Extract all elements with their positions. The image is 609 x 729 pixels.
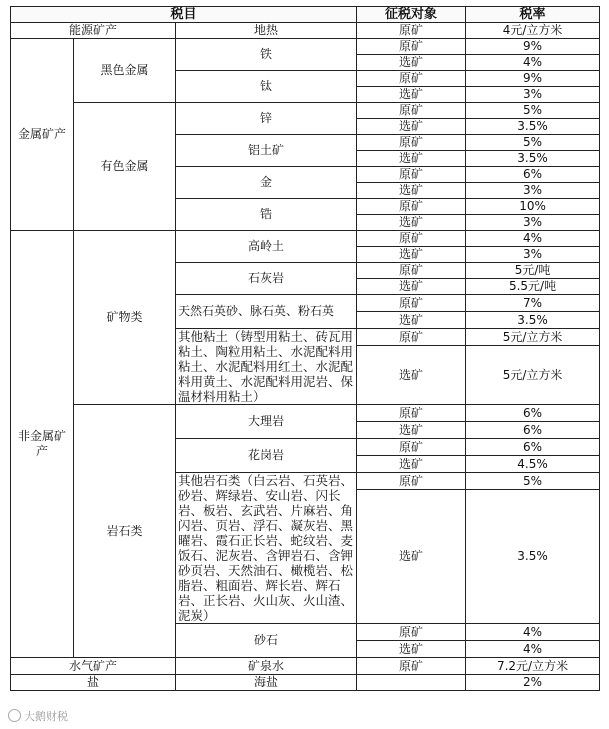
tax-object: 选矿 bbox=[357, 279, 466, 295]
tax-rate: 5.5元/吨 bbox=[466, 279, 600, 295]
tax-object: 选矿 bbox=[357, 215, 466, 231]
table-row bbox=[11, 675, 600, 691]
tax-rate: 3% bbox=[466, 247, 600, 263]
tax-object: 原矿 bbox=[357, 658, 466, 675]
tax-object: 选矿 bbox=[357, 151, 466, 167]
tax-rate: 3.5% bbox=[466, 151, 600, 167]
tax-rate: 3% bbox=[466, 183, 600, 199]
item-name: 海盐 bbox=[176, 675, 357, 691]
tax-rate: 6% bbox=[466, 439, 600, 456]
tax-object: 原矿 bbox=[357, 103, 466, 119]
watermark-text: 大鹅财税 bbox=[24, 710, 68, 723]
tax-object bbox=[357, 675, 466, 691]
tax-rate: 10% bbox=[466, 199, 600, 215]
tax-object: 选矿 bbox=[357, 87, 466, 103]
item-name: 金 bbox=[176, 167, 357, 199]
tax-rate: 5元/立方米 bbox=[466, 329, 600, 346]
table-row bbox=[11, 39, 600, 55]
tax-rate: 5元/立方米 bbox=[466, 346, 600, 405]
tax-rate: 5元/吨 bbox=[466, 263, 600, 279]
tax-rate: 5% bbox=[466, 135, 600, 151]
tax-rate: 7.2元/立方米 bbox=[466, 658, 600, 675]
item-name: 铝土矿 bbox=[176, 135, 357, 167]
tax-object: 选矿 bbox=[357, 422, 466, 439]
tax-object: 原矿 bbox=[357, 405, 466, 422]
item-name: 高岭土 bbox=[176, 231, 357, 263]
tax-object: 原矿 bbox=[357, 71, 466, 87]
item-name: 锌 bbox=[176, 103, 357, 135]
subcategory-nonferrous: 有色金属 bbox=[74, 103, 176, 231]
tax-object: 选矿 bbox=[357, 312, 466, 329]
category-energy: 能源矿产 bbox=[11, 23, 176, 39]
watermark-logo-icon bbox=[8, 709, 21, 722]
watermark bbox=[8, 708, 68, 724]
table-row bbox=[11, 103, 600, 119]
tax-object: 选矿 bbox=[357, 55, 466, 71]
page-title bbox=[0, 0, 609, 2]
tax-object: 选矿 bbox=[357, 183, 466, 199]
item-name: 花岗岩 bbox=[176, 439, 357, 473]
tax-rate: 5% bbox=[466, 473, 600, 490]
category-nonmetal: 非金属矿产 bbox=[11, 231, 74, 658]
table-row bbox=[11, 23, 600, 39]
tax-object: 原矿 bbox=[357, 23, 466, 39]
item-name: 其他岩石类（白云岩、石英岩、砂岩、辉绿岩、安山岩、闪长岩、板岩、玄武岩、片麻岩、角闪岩、页岩、浮石、凝灰岩、黑曜岩、霞石正长岩、蛇纹岩、麦饭石、泥灰岩、含钾岩石、含钾砂页岩、天然油石、橄榄岩、松脂岩、粗面岩、辉长岩、辉石岩、正长岩、火山灰、火山渣、泥炭） bbox=[176, 473, 357, 624]
item-name: 锆 bbox=[176, 199, 357, 231]
category-salt: 盐 bbox=[11, 675, 176, 691]
tax-rate: 4% bbox=[466, 55, 600, 71]
item-name: 石灰岩 bbox=[176, 263, 357, 295]
tax-rate: 3.5% bbox=[466, 119, 600, 135]
tax-object: 选矿 bbox=[357, 490, 466, 624]
subcategory-ferrous: 黑色金属 bbox=[74, 39, 176, 103]
subcategory-mineral: 矿物类 bbox=[74, 231, 176, 405]
header-item: 税目 bbox=[11, 7, 357, 23]
tax-object: 原矿 bbox=[357, 167, 466, 183]
tax-object: 选矿 bbox=[357, 119, 466, 135]
tax-rate: 9% bbox=[466, 39, 600, 55]
tax-rate: 3.5% bbox=[466, 490, 600, 624]
tax-rate: 3% bbox=[466, 215, 600, 231]
tax-object: 原矿 bbox=[357, 39, 466, 55]
tax-object: 选矿 bbox=[357, 641, 466, 658]
tax-object: 原矿 bbox=[357, 329, 466, 346]
tax-object: 原矿 bbox=[357, 263, 466, 279]
category-metal: 金属矿产 bbox=[11, 39, 74, 231]
table-row bbox=[11, 231, 600, 247]
tax-rate: 3.5% bbox=[466, 312, 600, 329]
subcategory-rock: 岩石类 bbox=[74, 405, 176, 658]
tax-rate: 4.5% bbox=[466, 456, 600, 473]
tax-object: 原矿 bbox=[357, 624, 466, 641]
tax-object: 选矿 bbox=[357, 456, 466, 473]
tax-object: 选矿 bbox=[357, 247, 466, 263]
item-name: 矿泉水 bbox=[176, 658, 357, 675]
tax-rate: 3% bbox=[466, 87, 600, 103]
header-row bbox=[11, 7, 600, 23]
item-name: 其他粘土（铸型用粘土、砖瓦用粘土、陶粒用粘土、水泥配料用粘土、水泥配料用红土、水泥配料用黄土、水泥配料用泥岩、保温材料用粘土） bbox=[176, 329, 357, 405]
table-row bbox=[11, 658, 600, 675]
category-water: 水气矿产 bbox=[11, 658, 176, 675]
tax-rate: 4元/立方米 bbox=[466, 23, 600, 39]
tax-rate: 6% bbox=[466, 167, 600, 183]
tax-object: 原矿 bbox=[357, 231, 466, 247]
header-object: 征税对象 bbox=[357, 7, 466, 23]
tax-object: 原矿 bbox=[357, 473, 466, 490]
item-name: 大理岩 bbox=[176, 405, 357, 439]
tax-rate: 5% bbox=[466, 103, 600, 119]
table-row bbox=[11, 405, 600, 422]
tax-object: 原矿 bbox=[357, 295, 466, 312]
header-rate: 税率 bbox=[466, 7, 600, 23]
tax-object: 选矿 bbox=[357, 346, 466, 405]
tax-rate: 6% bbox=[466, 422, 600, 439]
tax-rate: 6% bbox=[466, 405, 600, 422]
tax-object: 原矿 bbox=[357, 199, 466, 215]
item-name: 钛 bbox=[176, 71, 357, 103]
item-name: 地热 bbox=[176, 23, 357, 39]
tax-rate: 4% bbox=[466, 641, 600, 658]
item-name: 天然石英砂、脉石英、粉石英 bbox=[176, 295, 357, 329]
item-name: 砂石 bbox=[176, 624, 357, 658]
tax-rate: 4% bbox=[466, 231, 600, 247]
tax-object: 原矿 bbox=[357, 135, 466, 151]
tax-rate: 2% bbox=[466, 675, 600, 691]
tax-rate: 7% bbox=[466, 295, 600, 312]
item-name: 铁 bbox=[176, 39, 357, 71]
resource-tax-table bbox=[10, 6, 600, 691]
tax-rate: 9% bbox=[466, 71, 600, 87]
tax-object: 原矿 bbox=[357, 439, 466, 456]
tax-rate: 4% bbox=[466, 624, 600, 641]
